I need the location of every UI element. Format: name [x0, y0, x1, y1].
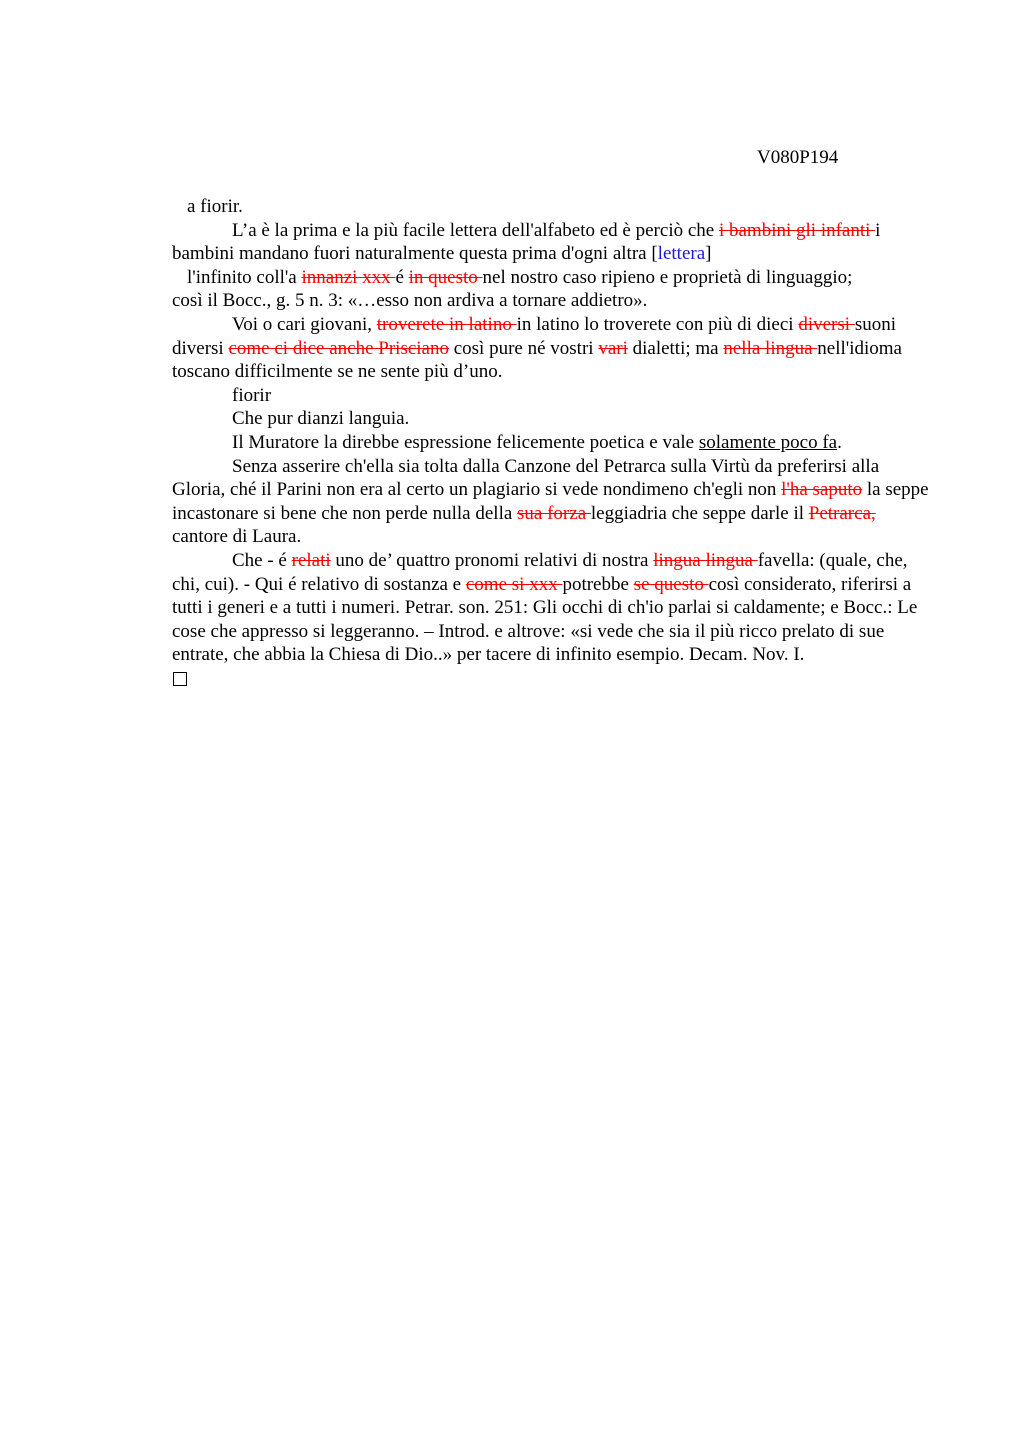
- deleted-text: innanzi xxx: [301, 266, 396, 288]
- deleted-text: l'ha saputo: [781, 479, 863, 501]
- text-segment: così considerato, riferirsi a tutti i generi e a tutti i numeri. Petrar. son. 251: Gli occhi di ch'io parlai si caldamente; e Bocc.: Le cose che appresso si leggeranno. – Introd. e altrove: «si vede che sia il più ricco prelato di sue entrate, che abbia la Chiesa di Dio..» per tacere di infinito esempio. Decam. Nov. I.: [172, 573, 918, 666]
- line-a-fiorir: a fiorir.: [187, 196, 243, 217]
- text-run: [172, 266, 852, 290]
- lettera-link[interactable]: lettera: [657, 243, 706, 265]
- page-id: V080P194: [757, 147, 839, 168]
- line-fiorir: fiorir: [232, 384, 272, 406]
- text-segment: così il Bocc., g. 5 n. 3: «…esso non ardiva a tornare addietro».: [172, 290, 648, 312]
- text-segment: leggiadria che seppe darle il: [590, 502, 809, 524]
- end-marker: [172, 667, 932, 693]
- paragraph-muratore: [172, 431, 932, 455]
- paragraph-giovani: [172, 313, 932, 384]
- deleted-text: troverete in latino: [376, 313, 517, 335]
- text-segment: la seppe incastonare si bene che non perde nulla della: [172, 479, 929, 524]
- text-segment: nell'idioma toscano difficilmente se ne sente più d’uno.: [172, 337, 902, 383]
- text-segment: i bambini mandano fuori naturalmente questa prima d'ogni altra [: [172, 219, 881, 265]
- deleted-text: i bambini gli infanti: [718, 219, 876, 241]
- text-segment: é: [395, 266, 409, 288]
- text-segment: suoni diversi: [172, 313, 896, 359]
- deleted-text: vari: [598, 337, 628, 359]
- text-segment: favella: (quale, che, chi, cui). - Qui é relativo di sostanza e: [172, 549, 908, 595]
- text-segment: potrebbe: [562, 573, 634, 595]
- paragraph-petrarca: [172, 455, 932, 549]
- text-segment: uno de’ quattro pronomi relativi di nostra: [330, 549, 654, 571]
- deleted-text: diversi: [798, 313, 855, 335]
- line-che-pur-dianzi: Che pur dianzi languia.: [232, 408, 410, 430]
- text-segment: ]: [705, 243, 712, 265]
- deleted-text: Petrarca,: [808, 502, 876, 524]
- text-segment: .: [837, 431, 842, 453]
- empty-box-icon: [173, 672, 187, 686]
- deleted-text: in questo: [408, 266, 483, 288]
- paragraph-pronomi: [172, 549, 932, 667]
- deleted-text: nella lingua: [723, 337, 818, 359]
- text-segment: Senza asserire ch'ella sia tolta dalla Canzone del Petrarca sulla Virtù da preferirsi alla Gloria, ché il Parini non era al certo un plagiario si vede nondimeno ch'egli non: [172, 455, 880, 501]
- document-body: [172, 195, 932, 692]
- text-segment: Che - é: [232, 549, 292, 571]
- text-segment: dialetti; ma: [627, 337, 724, 359]
- deleted-text: come ci dice anche Prisciano: [228, 337, 449, 359]
- paragraph-infinito: [172, 266, 932, 313]
- text-segment: L’a è la prima e la più facile lettera dell'alfabeto ed è perciò che: [232, 219, 719, 241]
- paragraph-alfabeto: [172, 219, 932, 266]
- text-segment: così pure né vostri: [448, 337, 599, 359]
- text-segment: Voi o cari giovani,: [232, 313, 377, 335]
- underlined-text: solamente poco fa: [698, 431, 838, 453]
- text-segment: cantore di Laura.: [172, 526, 302, 548]
- text-segment: in latino lo troverete con più di dieci: [516, 313, 799, 335]
- text-segment: l'infinito coll'a: [187, 266, 302, 288]
- deleted-text: se questo: [633, 573, 709, 595]
- deleted-text: lingua lingua: [653, 549, 758, 571]
- deleted-text: come si xxx: [465, 573, 563, 595]
- text-segment: Il Muratore la direbbe espressione felicemente poetica e vale: [232, 431, 699, 453]
- text-segment: nel nostro caso ripieno e proprietà di linguaggio;: [482, 266, 853, 288]
- deleted-text: relati: [291, 549, 331, 571]
- deleted-text: sua forza: [517, 502, 591, 524]
